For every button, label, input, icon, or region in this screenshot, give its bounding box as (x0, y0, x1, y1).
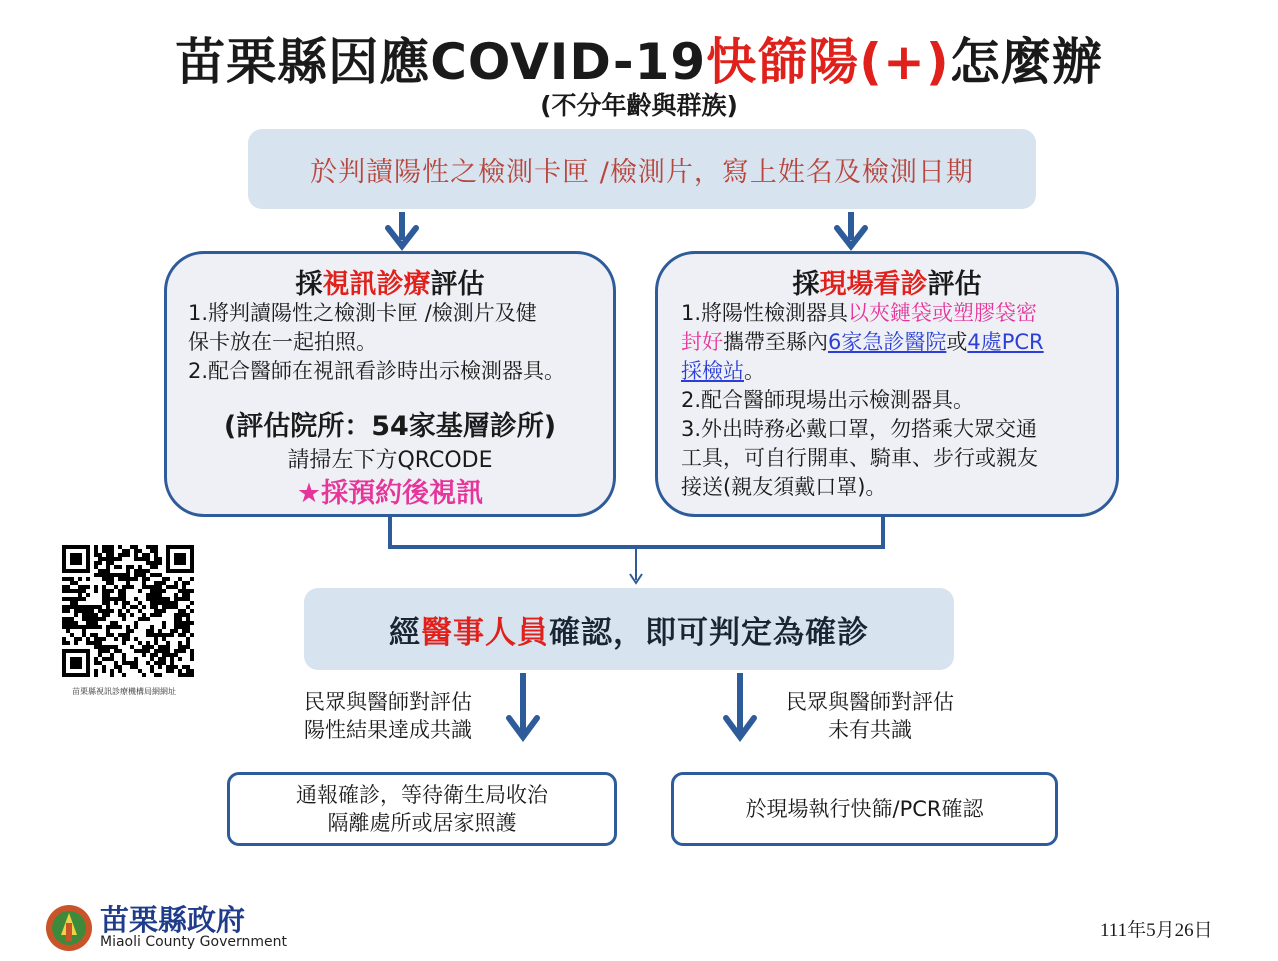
step-line: 2.配合醫師現場出示檢測器具。 (681, 388, 975, 412)
label-line: 民眾與醫師對評估 (304, 690, 472, 714)
text: 1.將陽性檢測器具 (681, 301, 849, 325)
result-right-box (671, 772, 1058, 846)
step-line (681, 299, 1044, 328)
step-line: 2.配合醫師在視訊看診時出示檢測器具。 (188, 359, 566, 383)
appointment-note: ★採預約後視訊 (296, 478, 484, 509)
step-line: 工具，可自行開車、騎車、步行或親友 (681, 446, 1038, 470)
text: 或 (946, 330, 968, 354)
onsite-consult-panel (655, 251, 1119, 517)
arrow-branch-left (509, 673, 537, 737)
branch-left-label (288, 688, 488, 744)
heading-suffix: 評估 (430, 269, 485, 300)
step3-box (304, 588, 954, 670)
step1-text: 於判讀陽性之檢測卡匣 /檢測片，寫上姓名及檢測日期 (310, 156, 974, 188)
video-consult-heading (167, 262, 613, 301)
step-line: 接送(親友須戴口罩)。 (681, 475, 887, 499)
qrcode[interactable] (62, 545, 194, 677)
heading-highlight: 視訊診療 (322, 269, 431, 300)
text: 攜帶至縣內 (723, 330, 828, 354)
arrow-branch-right (726, 673, 754, 737)
heading-highlight: 現場看診 (819, 269, 928, 300)
label-line: 民眾與醫師對評估 (786, 690, 954, 714)
qrcode-graphic (62, 545, 194, 677)
qrcode-caption: 苗栗縣視訊診療機構局網網址 (72, 687, 176, 696)
label-line: 未有共識 (828, 718, 912, 742)
result-line: 隔離處所或居家照護 (327, 811, 517, 835)
clinic-count: (評估院所：54家基層診所) (223, 411, 557, 442)
step3-prefix: 經 (389, 614, 421, 651)
step3-highlight: 醫事人員 (421, 614, 549, 651)
seal-instruction: 以夾鏈袋或塑膠袋密 (848, 301, 1038, 325)
pcr-stations-link[interactable]: 4處PCR (967, 330, 1044, 354)
label-line: 陽性結果達成共識 (304, 718, 472, 742)
result-line: 通報確診，等待衛生局收治 (296, 783, 548, 807)
arrow-down-right (837, 212, 865, 246)
step-line: 1.將判讀陽性之檢測卡匣 /檢測片及健 (188, 301, 537, 325)
heading-prefix: 採 (295, 269, 323, 300)
publish-date: 111年5月26日 (1100, 920, 1213, 941)
merge-connector (390, 517, 883, 583)
arrow-down-left (388, 212, 416, 246)
result-left-box (227, 772, 617, 846)
heading-prefix: 採 (792, 269, 820, 300)
video-consult-panel (164, 251, 616, 517)
video-consult-steps (188, 299, 565, 386)
county-emblem-icon (44, 903, 94, 953)
step3-suffix: 確認，即可判定為確診 (549, 614, 869, 651)
onsite-consult-heading (658, 262, 1116, 301)
county-government-name: 苗栗縣政府 (100, 903, 246, 937)
text: 。 (744, 359, 765, 383)
county-government-english: Miaoli County Government (100, 934, 287, 950)
emergency-hospitals-link[interactable]: 6家急診醫院 (828, 330, 947, 354)
seal-instruction: 封好 (681, 330, 723, 354)
branch-right-label (770, 688, 970, 744)
title-part2: 快篩陽(+) (706, 33, 950, 91)
step-line: 保卡放在一起拍照。 (188, 330, 377, 354)
heading-suffix: 評估 (927, 269, 982, 300)
title-part3: 怎麼辦 (949, 33, 1103, 91)
onsite-consult-steps (681, 299, 1044, 502)
step-line (681, 328, 1044, 357)
page-subtitle: (不分年齡與群族) (540, 91, 738, 120)
step-line (681, 357, 1044, 386)
result-line: 於現場執行快篩/PCR確認 (745, 797, 984, 821)
title-part1: 苗栗縣因應COVID-19 (175, 33, 707, 91)
step-line: 3.外出時務必戴口罩，勿搭乘大眾交通 (681, 417, 1038, 441)
pcr-stations-link-cont[interactable]: 採檢站 (681, 359, 744, 383)
scan-instruction: 請掃左下方QRCODE (287, 448, 493, 473)
